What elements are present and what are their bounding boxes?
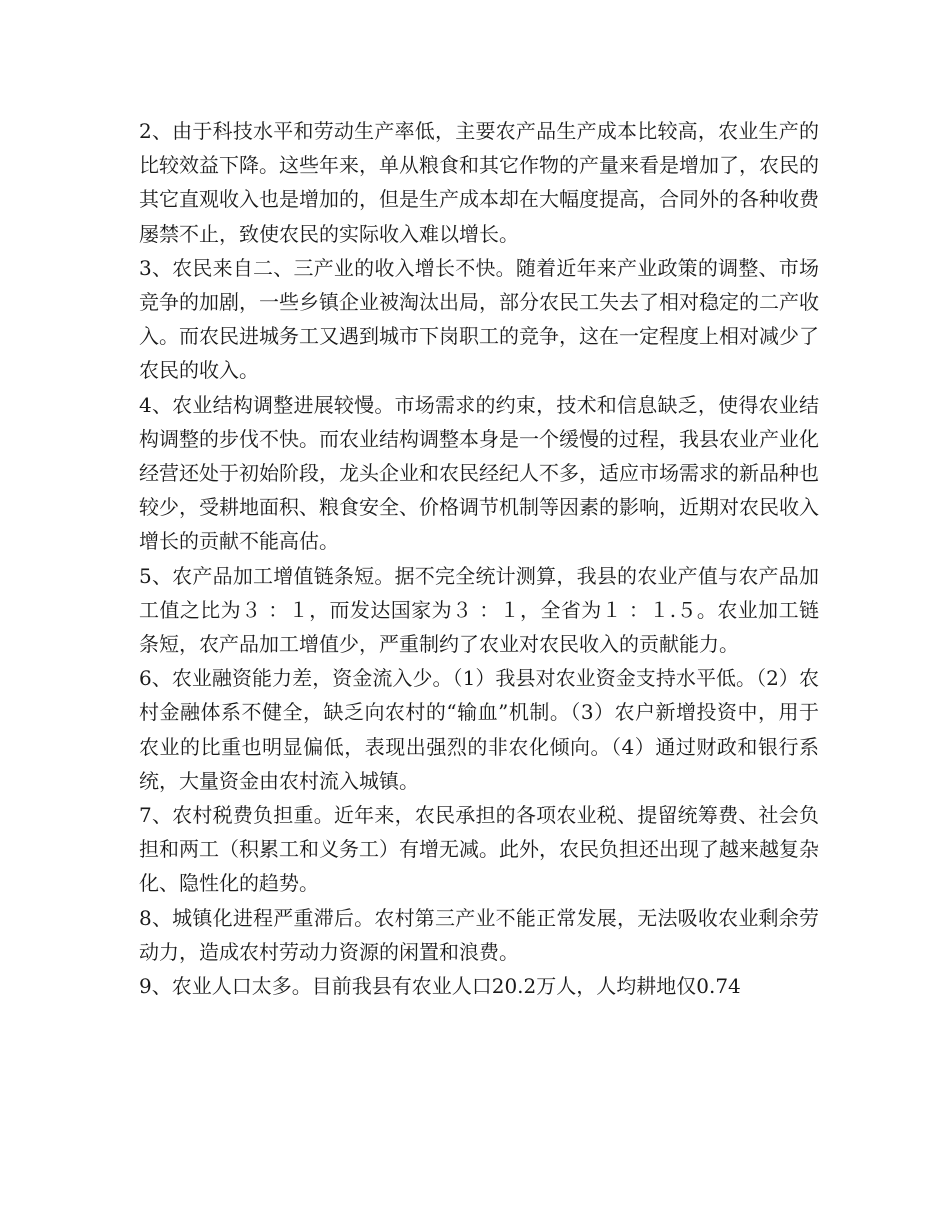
paragraph-9: 9、农业人口太多。目前我县有农业人口20.2万人，人均耕地仅0.74 [139,974,741,999]
paragraph-4: 4、农业结构调整进展较慢。市场需求的约束，技术和信息缺乏，使得农业结构调整的步伐不快。而农业结构调整本身是一个缓慢的过程，我县农业产业化经营还处于初始阶段，龙头企业和农民经纪人不多，适应市场需求的新品种也较少，受耕地面积、粮食安全、价格调节机制等因素的影响，近期对农民收入增长的贡献不能高估。 [139,392,819,554]
document-body [139,114,819,1003]
paragraph-8: 8、城镇化进程严重滞后。农村第三产业不能正常发展，无法吸收农业剩余劳动力，造成农村劳动力资源的闲置和浪费。 [139,905,819,964]
paragraph-6: 6、农业融资能力差，资金流入少。（1）我县对农业资金支持水平低。（2）农村金融体系不健全，缺乏向农村的“输血”机制。（3）农户新增投资中，用于农业的比重也明显偏低，表现出强烈的非农化倾向。（4）通过财政和银行系统，大量资金由农村流入城镇。 [139,666,819,793]
paragraph-5: 5、农产品加工增值链条短。据不完全统计测算，我县的农业产值与农产品加工值之比为３ ：１，而发达国家为３ ：１，全省为１ ：１.５。农业加工链条短，农产品加工增值少，严重制约了农业对农民收入的贡献能力。 [139,563,819,657]
paragraph-3: 3、农民来自二、三产业的收入增长不快。随着近年来产业政策的调整、市场竞争的加剧，一些乡镇企业被淘汰出局，部分农民工失去了相对稳定的二产收入。而农民进城务工又遇到城市下岗职工的竞争，这在一定程度上相对减少了农民的收入。 [139,255,819,383]
paragraph-7: 7、农村税费负担重。近年来，农民承担的各项农业税、提留统筹费、社会负担和两工（积累工和义务工）有增无减。此外，农民负担还出现了越来越复杂化、隐性化的趋势。 [139,803,819,896]
paragraph-2: 2、由于科技水平和劳动生产率低，主要农产品生产成本比较高，农业生产的比较效益下降。这些年来，单从粮食和其它作物的产量来看是增加了，农民的其它直观收入也是增加的，但是生产成本却在大幅度提高，合同外的各种收费屡禁不止，致使农民的实际收入难以增长。 [139,119,819,246]
